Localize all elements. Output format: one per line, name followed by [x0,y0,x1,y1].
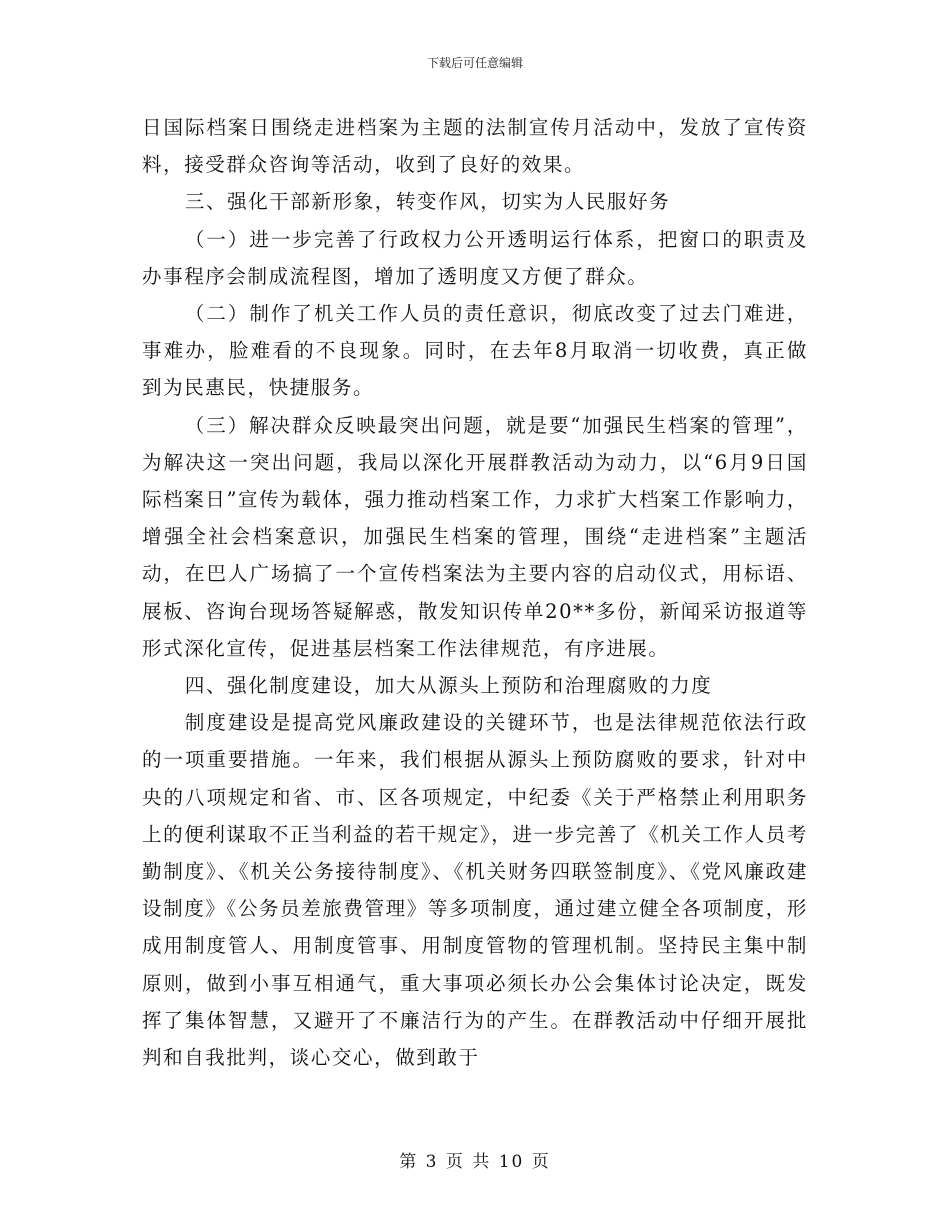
paragraph-system-building: 制度建设是提高党风廉政建设的关键环节，也是法律规范依法行政的一项重要措施。一年来，我们根据从源头上预防腐败的要求，针对中央的八项规定和省、市、区各项规定，中纪委《关于严格禁止利用职务上的便利谋取不正当利益的若干规定》，进一步完善了《机关工作人员考勤制度》、《机关公务接待制度》、《机关财务四联签制度》、《党风廉政建设制度》《公务员差旅费管理》等多项制度，通过建立健全各项制度，形成用制度管人、用制度管事、用制度管物的管理机制。坚持民主集中制原则，做到小事互相通气，重大事项必须长办公会集体讨论决定，既发挥了集体智慧，又避开了不廉洁行为的产生。在群教活动中仔细开展批判和自我批判，谈心交心，做到敢于 [142,711,808,1070]
paragraph-continuation: 日国际档案日围绕走进档案为主题的法制宣传月活动中，发放了宣传资料，接受群众咨询等活动，收到了良好的效果。 [142,116,808,177]
section-heading-four: 四、强化制度建设，加大从源头上预防和治理腐败的力度 [184,674,713,698]
paragraph-item-one: （一）进一步完善了行政权力公开透明运行体系，把窗口的职责及办事程序会制成流程图，增加了透明度又方便了群众。 [142,227,808,288]
paragraph-item-three: （三）解决群众反映最突出问题，就是要“加强民生档案的管理”，为解决这一突出问题，我局以深化开展群教活动为动力，以“6月9日国际档案日”宣传为载体，强力推动档案工作，力求扩大档案工作影响力，增强全社会档案意识，加强民生档案的管理，围绕“走进档案”主题活动，在巴人广场搞了一个宣传档案法为主要内容的启动仪式，用标语、展板、咨询台现场答疑解惑，散发知识传单20**多份，新闻采访报道等形式深化宣传，促进基层档案工作法律规范，有序进展。 [142,413,808,660]
paragraph-item-two: （二）制作了机关工作人员的责任意识，彻底改变了过去门难进，事难办，脸难看的不良现象。同时，在去年8月取消一切收费，真正做到为民惠民，快捷服务。 [142,302,808,400]
page-header-note: 下载后可任意编辑 [426,56,523,70]
section-heading-three: 三、强化干部新形象，转变作风，切实为人民服好务 [184,190,671,214]
document-body [142,109,808,1076]
page-number-footer: 第 3 页 共 10 页 [399,1152,551,1172]
